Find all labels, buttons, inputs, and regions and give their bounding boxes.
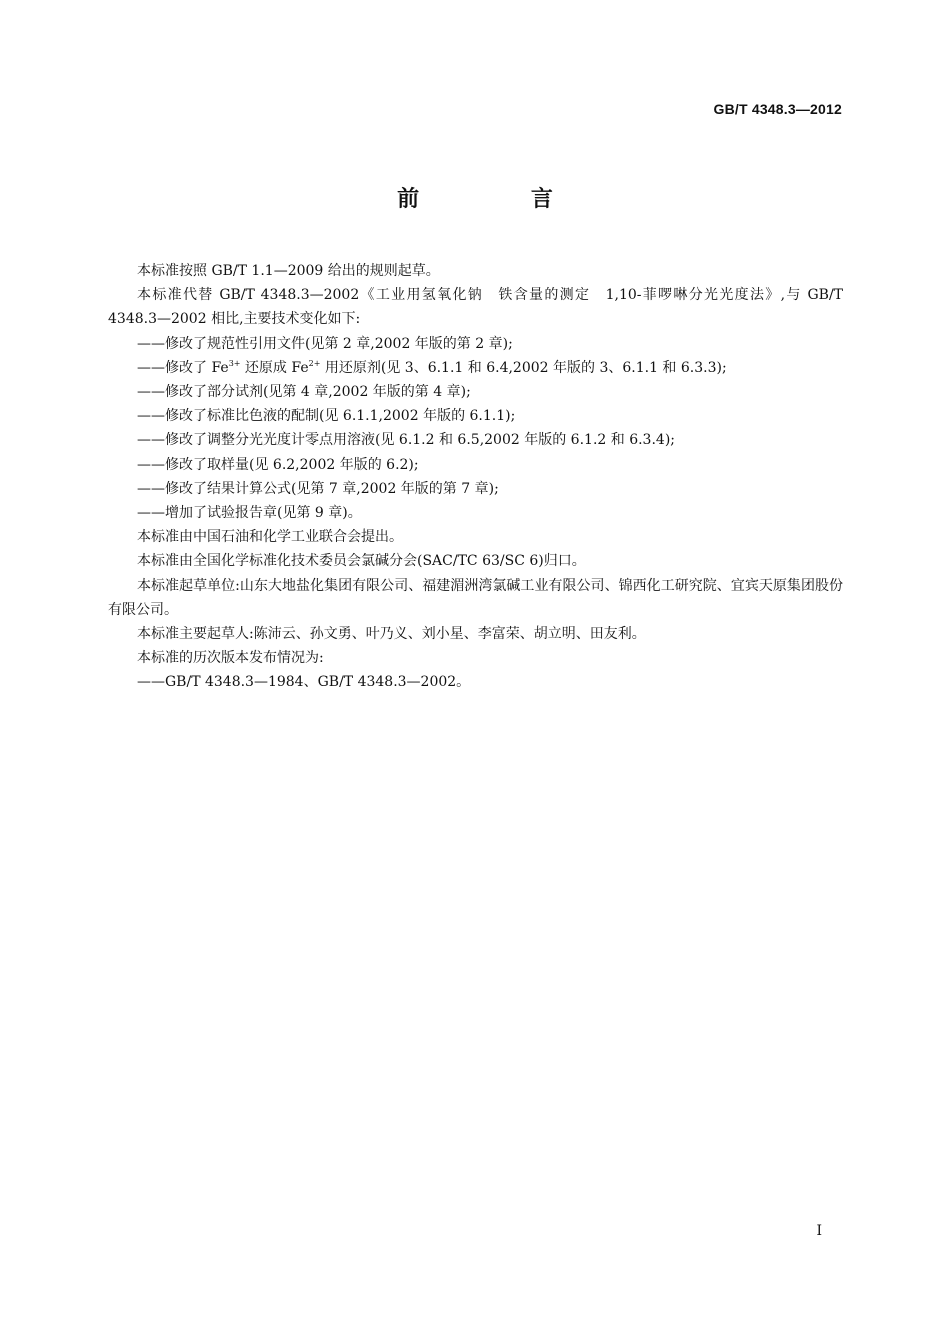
change-item-normative-references: ——修改了规范性引用文件(见第 2 章,2002 年版的第 2 章); bbox=[137, 335, 513, 352]
change-item-reagents: ——修改了部分试剂(见第 4 章,2002 年版的第 4 章); bbox=[137, 384, 471, 401]
paragraph-replacement: 本标准代替 GB/T 4348.3—2002《工业用氢氧化钠 铁含量的测定 1,10-菲啰啉分光光度法》,与 GB/T 4348.3—2002 相比,主要技术变化如下: bbox=[108, 287, 848, 328]
change-item-reducing-agent bbox=[108, 356, 843, 380]
paragraph-proposed-by: 本标准由中国石油和化学工业联合会提出。 bbox=[137, 529, 403, 546]
change-item-test-report: ——增加了试验报告章(见第 9 章)。 bbox=[137, 505, 362, 522]
change-item-reducing-agent-text-1: ——修改了 Fe bbox=[137, 359, 229, 376]
document-number: GB/T 4348.3—2012 bbox=[713, 101, 842, 117]
page-number: I bbox=[816, 1223, 822, 1239]
change-item-zero-adjustment: ——修改了调整分光光度计零点用溶液(见 6.1.2 和 6.5,2002 年版的 6.1.2 和 6.3.4); bbox=[137, 432, 676, 449]
foreword-body bbox=[108, 259, 848, 695]
change-item-sample-amount: ——修改了取样量(见 6.2,2002 年版的 6.2); bbox=[137, 456, 419, 473]
paragraph-under-jurisdiction: 本标准由全国化学标准化技术委员会氯碱分会(SAC/TC 63/SC 6)归口。 bbox=[137, 553, 586, 570]
change-item-standard-colorimetric: ——修改了标准比色液的配制(见 6.1.1,2002 年版的 6.1.1); bbox=[137, 408, 516, 425]
paragraph-drafting-units: 本标准起草单位:山东大地盐化集团有限公司、福建湄洲湾氯碱工业有限公司、锦西化工研究院、宜宾天原集团股份有限公司。 bbox=[108, 577, 843, 618]
paragraph-history-intro: 本标准的历次版本发布情况为: bbox=[137, 650, 324, 667]
paragraph-history-editions: ——GB/T 4348.3—1984、GB/T 4348.3—2002。 bbox=[137, 674, 471, 691]
superscript-fe2: 2+ bbox=[308, 358, 321, 368]
page-title: 前 言 bbox=[397, 187, 605, 212]
paragraph-main-drafters: 本标准主要起草人:陈沛云、孙文勇、叶乃义、刘小星、李富荣、胡立明、田友利。 bbox=[137, 626, 646, 643]
paragraph-drafting-rules: 本标准按照 GB/T 1.1—2009 给出的规则起草。 bbox=[137, 263, 440, 279]
change-item-reducing-agent-text-2: 还原成 Fe bbox=[240, 359, 309, 376]
change-item-calculation-formula: ——修改了结果计算公式(见第 7 章,2002 年版的第 7 章); bbox=[137, 480, 499, 497]
superscript-fe3: 3+ bbox=[228, 358, 241, 368]
change-item-reducing-agent-text-3: 用还原剂(见 3、6.1.1 和 6.4,2002 年版的 3、6.1.1 和 6.3.3); bbox=[320, 359, 727, 376]
